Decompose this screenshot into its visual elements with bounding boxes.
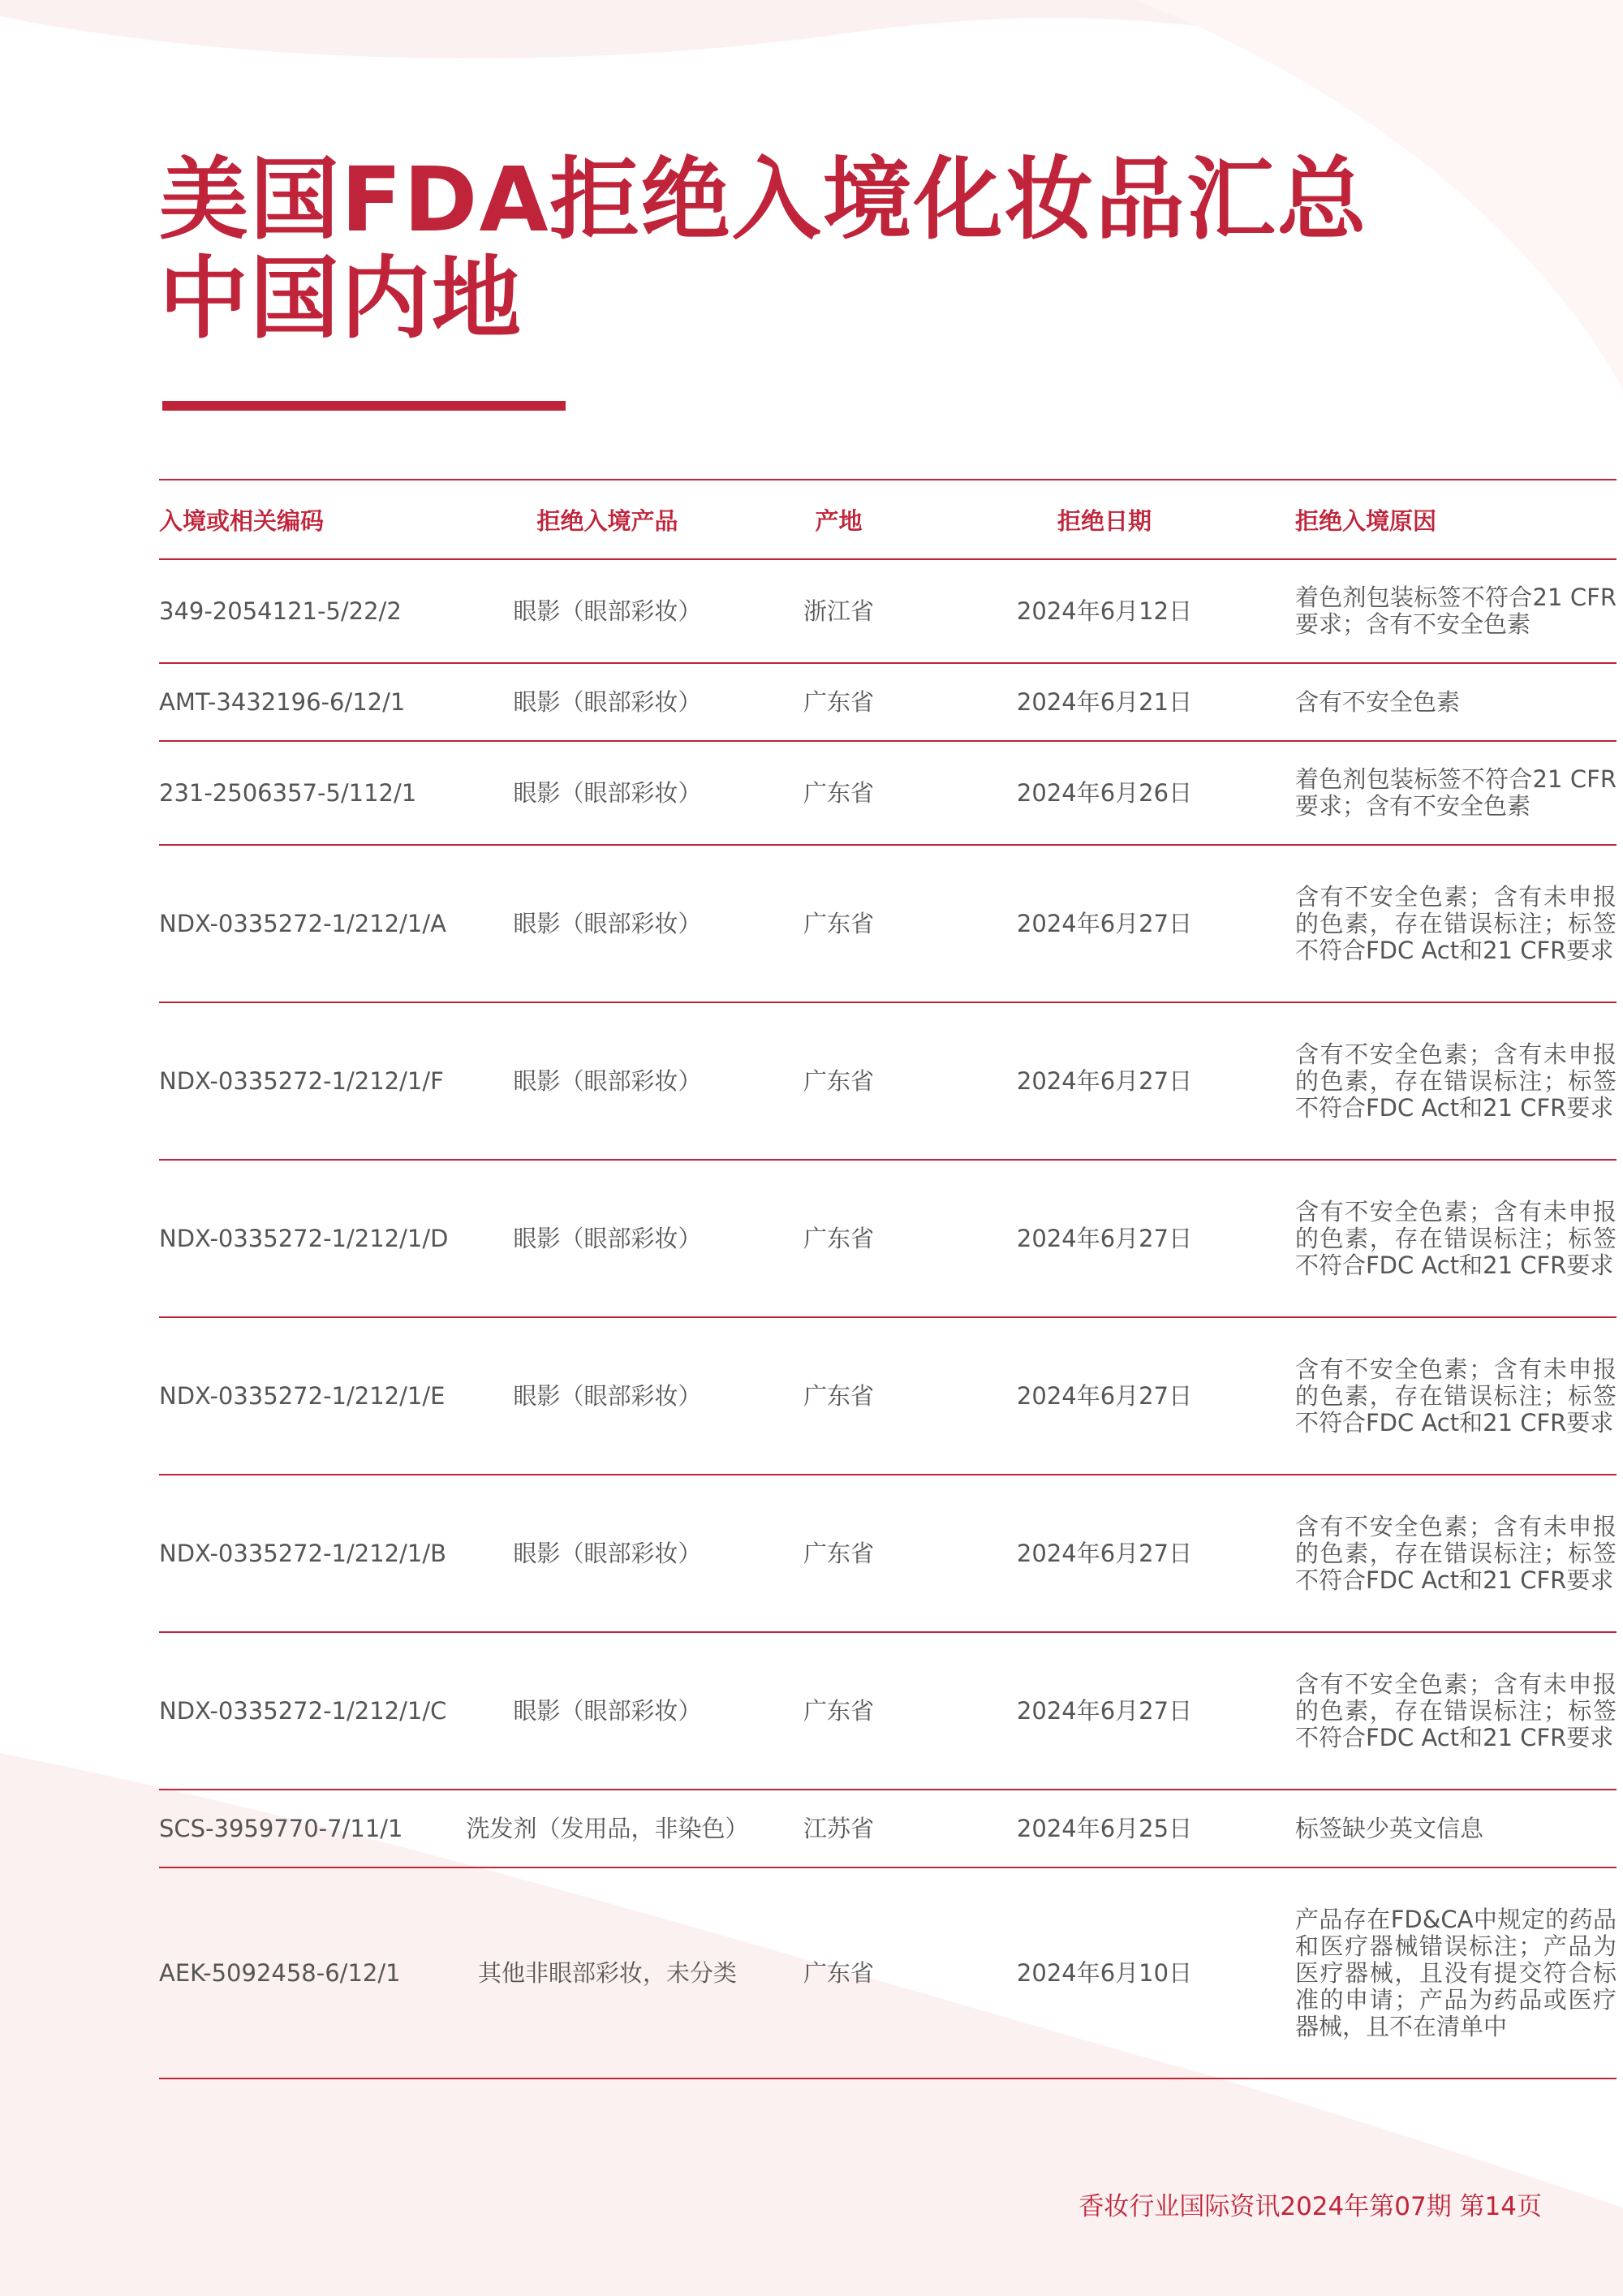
cell-code: SCS-3959770-7/11/1 [159,1790,451,1867]
cell-origin: 广东省 [764,1317,914,1475]
cell-reason: 含有不安全色素 [1295,663,1617,741]
cell-product: 眼影（眼部彩妆） [451,1632,764,1790]
title-line-2: 中国内地 [159,247,523,351]
cell-code: NDX-0335272-1/212/1/F [159,1002,451,1160]
cell-reason: 含有不安全色素；含有未申报的色素，存在错误标注；标签不符合FDC Act和21 CFR要求 [1295,1317,1617,1475]
title-underline [162,401,566,411]
page-footer: 香妆行业国际资讯2024年第07期 第14页 [1078,2192,1542,2221]
header-reason: 拒绝入境原因 [1295,480,1617,559]
cell-date: 2024年6月26日 [914,741,1295,845]
cell-date: 2024年6月25日 [914,1790,1295,1867]
cell-product: 眼影（眼部彩妆） [451,845,764,1002]
cell-origin: 江苏省 [764,1790,914,1867]
cell-date: 2024年6月27日 [914,1632,1295,1790]
table-row [159,1002,1617,1160]
cell-reason: 含有不安全色素；含有未申报的色素，存在错误标注；标签不符合FDC Act和21 CFR要求 [1295,1632,1617,1790]
table-row [159,1632,1617,1790]
cell-product: 眼影（眼部彩妆） [451,1317,764,1475]
header-origin: 产地 [764,480,914,559]
cell-product: 眼影（眼部彩妆） [451,1002,764,1160]
cell-origin: 广东省 [764,663,914,741]
cell-code: 231-2506357-5/112/1 [159,741,451,845]
cell-product: 眼影（眼部彩妆） [451,1475,764,1632]
header-date: 拒绝日期 [914,480,1295,559]
header-product: 拒绝入境产品 [451,480,764,559]
cell-reason: 含有不安全色素；含有未申报的色素，存在错误标注；标签不符合FDC Act和21 CFR要求 [1295,1002,1617,1160]
cell-reason: 标签缺少英文信息 [1295,1790,1617,1867]
cell-code: AMT-3432196-6/12/1 [159,663,451,741]
table-row [159,1475,1617,1632]
cell-code: AEK-5092458-6/12/1 [159,1867,451,2078]
cell-date: 2024年6月27日 [914,845,1295,1002]
cell-code: NDX-0335272-1/212/1/B [159,1475,451,1632]
cell-code: NDX-0335272-1/212/1/C [159,1632,451,1790]
title-line-1: 美国FDA拒绝入境化妆品汇总 [159,148,1368,252]
table-row [159,559,1617,663]
cell-product: 其他非眼部彩妆，未分类 [451,1867,764,2078]
cell-origin: 广东省 [764,845,914,1002]
cell-reason: 含有不安全色素；含有未申报的色素，存在错误标注；标签不符合FDC Act和21 CFR要求 [1295,1475,1617,1632]
cell-origin: 浙江省 [764,559,914,663]
cell-date: 2024年6月27日 [914,1317,1295,1475]
cell-date: 2024年6月21日 [914,663,1295,741]
cell-reason: 产品存在FD&CA中规定的药品和医疗器械错误标注；产品为医疗器械，且没有提交符合标准的申请；产品为药品或医疗器械，且不在清单中 [1295,1867,1617,2078]
table-row [159,1867,1617,2078]
cell-date: 2024年6月27日 [914,1002,1295,1160]
cell-origin: 广东省 [764,741,914,845]
cell-code: NDX-0335272-1/212/1/A [159,845,451,1002]
cell-code: 349-2054121-5/22/2 [159,559,451,663]
cell-origin: 广东省 [764,1867,914,2078]
cell-product: 洗发剂（发用品，非染色） [451,1790,764,1867]
cell-product: 眼影（眼部彩妆） [451,741,764,845]
cell-code: NDX-0335272-1/212/1/E [159,1317,451,1475]
cell-reason: 含有不安全色素；含有未申报的色素，存在错误标注；标签不符合FDC Act和21 CFR要求 [1295,845,1617,1002]
cell-origin: 广东省 [764,1475,914,1632]
page-title [159,148,1368,351]
cell-product: 眼影（眼部彩妆） [451,1160,764,1317]
cell-date: 2024年6月12日 [914,559,1295,663]
cell-reason: 含有不安全色素；含有未申报的色素，存在错误标注；标签不符合FDC Act和21 CFR要求 [1295,1160,1617,1317]
table-row [159,741,1617,845]
cell-date: 2024年6月10日 [914,1867,1295,2078]
table-row [159,1317,1617,1475]
cell-date: 2024年6月27日 [914,1475,1295,1632]
cell-product: 眼影（眼部彩妆） [451,559,764,663]
table-header-row [159,480,1617,559]
table-row [159,663,1617,741]
rejection-table [159,479,1617,2079]
cell-reason: 着色剂包装标签不符合21 CFR要求；含有不安全色素 [1295,741,1617,845]
header-code: 入境或相关编码 [159,480,451,559]
cell-origin: 广东省 [764,1632,914,1790]
cell-reason: 着色剂包装标签不符合21 CFR要求；含有不安全色素 [1295,559,1617,663]
cell-product: 眼影（眼部彩妆） [451,663,764,741]
cell-origin: 广东省 [764,1002,914,1160]
table-row [159,1790,1617,1867]
cell-date: 2024年6月27日 [914,1160,1295,1317]
cell-code: NDX-0335272-1/212/1/D [159,1160,451,1317]
table-row [159,1160,1617,1317]
cell-origin: 广东省 [764,1160,914,1317]
table-row [159,845,1617,1002]
